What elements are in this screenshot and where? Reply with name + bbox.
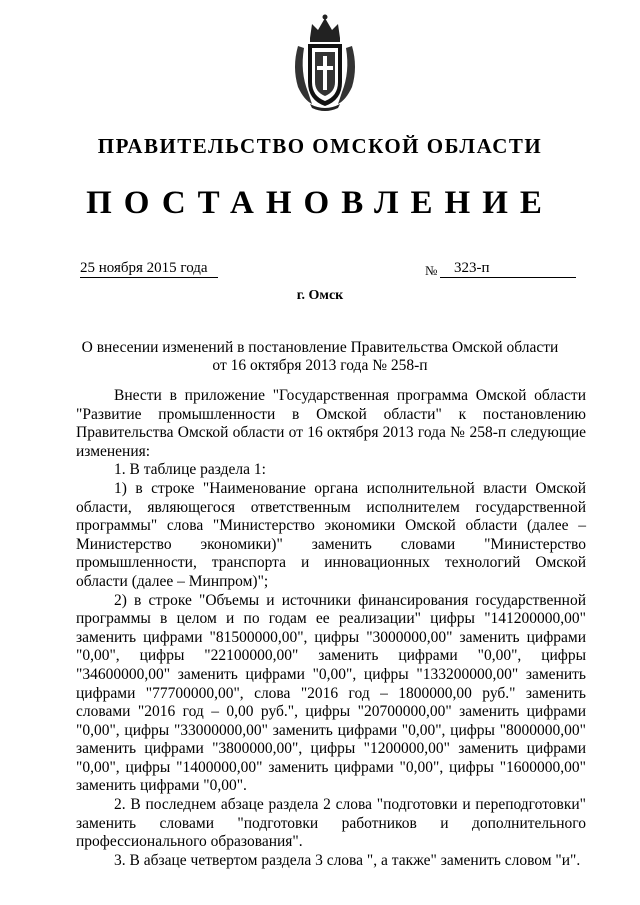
- body-paragraph: 1) в строке "Наименование органа исполнительной власти Омской области, являющегося ответственным исполнителем государственной программы" слова "Министерство экономики Омской области (далее – Министерство экономики)" заменить словами "Министерство промышленности, транспорта и инновационных технологий Омской области (далее – Минпром)";: [76, 479, 586, 590]
- body-paragraph: 3. В абзаце четвертом раздела 3 слова ", а также" заменить словом "и".: [114, 851, 581, 869]
- document-date: 25 ноября 2015 года: [80, 259, 218, 278]
- document-type-title: ПОСТАНОВЛЕНИЕ: [86, 185, 554, 221]
- body-paragraph: 2) в строке "Объемы и источники финансирования государственной программы в целом и по годам ее реализации" цифры "141200000,00" заменить цифрами "81500000,00", цифры "3000000,00" заменить цифрами "0,00", цифры "22100000,00" заменить цифрами "0,00", цифры "34600000,00" заменить цифрами "0,00", цифры "133200000,00" заменить цифрами "77700000,00", слова "2016 год – 1800000,00 руб." заменить словами "2016 год – 0,00 руб.", цифры "20700000,00" заменить цифрами "0,00", цифры "33000000,00" заменить цифрами "0,00", цифры "8000000,00" заменить цифрами "3800000,00", цифры "1200000,00" заменить цифрами "0,00", цифры "1400000,00" заменить цифрами "0,00", цифры "1600000,00" заменить цифрами "0,00".: [76, 591, 586, 795]
- document-subject: [60, 339, 580, 375]
- document-number: 323-п: [440, 259, 576, 278]
- subject-line-2: от 16 октября 2013 года № 258-п: [212, 357, 428, 374]
- government-title: ПРАВИТЕЛЬСТВО ОМСКОЙ ОБЛАСТИ: [97, 134, 543, 158]
- body-paragraph: 1. В таблице раздела 1:: [114, 461, 266, 479]
- body-paragraph: 2. В последнем абзаце раздела 2 слова "подготовки и переподготовки" заменить словами "подготовки работников и дополнительного профессионального образования".: [76, 796, 586, 851]
- subject-line-1: О внесении изменений в постановление Правительства Омской области: [81, 339, 559, 356]
- document-body: [76, 387, 586, 870]
- body-paragraph: Внести в приложение "Государственная программа Омской области "Развитие промышленности в Омской области" к постановлению Правительства Омской области от 16 октября 2013 года № 258-п следующие изменения:: [76, 387, 586, 460]
- omsk-coat-of-arms-emblem: [290, 12, 360, 112]
- number-sign: №: [425, 263, 438, 278]
- city-label: г. Омск: [296, 288, 344, 303]
